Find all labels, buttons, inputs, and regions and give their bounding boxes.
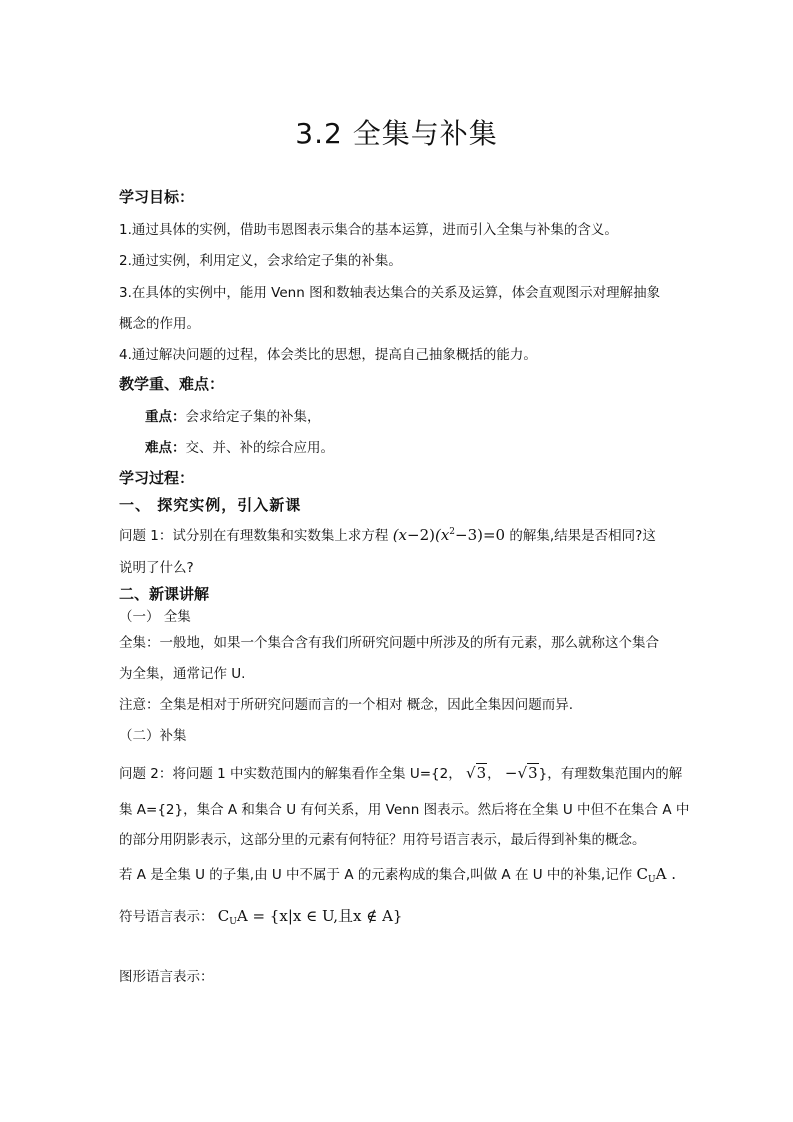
symbol-language-line	[119, 905, 402, 927]
page-title: 3.2 全集与补集	[295, 117, 498, 150]
complement-notation: $C_UA$ .	[636, 865, 676, 885]
subsection-complement: （二）补集	[119, 728, 187, 744]
question-2-line-1	[119, 762, 682, 782]
hard-text: 交、并、补的综合应用。	[185, 440, 334, 456]
goal-item: 1.通过具体的实例，借助韦恩图表示集合的基本运算，进而引入全集与补集的含义。	[119, 222, 618, 238]
question-2-line-3: 的部分用阴影表示，这部分里的元素有何特征？用符号语言表示，最后得到补集的概念。	[119, 832, 646, 848]
key-points-heading: 教学重、难点：	[119, 375, 225, 393]
key-point-line	[145, 405, 321, 425]
graph-language-label: 图形语言表示：	[119, 969, 214, 985]
universal-def-line-2: 为全集，通常记作 U.	[119, 666, 246, 682]
section-1-heading: 一、 探究实例，引入新课	[119, 496, 302, 514]
q2-prefix: 问题 2：将问题 1 中实数范围内的解集看作全集 U={2，	[119, 766, 462, 782]
neg-sqrt3-symbol: −√3	[504, 764, 538, 782]
goal-item: 4.通过解决问题的过程，体会类比的思想，提高自己抽象概括的能力。	[119, 347, 537, 363]
complement-definition	[119, 863, 676, 885]
goal-item: 概念的作用。	[119, 316, 200, 332]
goal-item: 2.通过实例，利用定义，会求给定子集的补集。	[119, 253, 402, 269]
hard-label: 难点：	[145, 440, 186, 456]
q1-prefix: 问题 1：试分别在有理数集和实数集上求方程	[119, 528, 389, 544]
universal-def-line-1: 全集：一般地，如果一个集合含有我们所研究问题中所涉及的所有元素，那么就称这个集合	[119, 635, 659, 651]
symbol-label: 符号语言表示：	[119, 909, 214, 925]
def-prefix: 若 A 是全集 U 的子集,由 U 中不属于 A 的元素构成的集合,叫做 A 在 U 中的补集,记作	[119, 867, 633, 883]
q2-mid: ，	[487, 766, 501, 782]
q2-suffix: }，有理数集范围内的解	[538, 766, 683, 782]
hard-point-line	[145, 436, 334, 456]
question-2-line-2: 集 A={2}，集合 A 和集合 U 有何关系，用 Venn 图表示。然后将在全集 U 中但不在集合 A 中	[119, 802, 690, 818]
question-1-line-2: 说明了什么?	[119, 560, 194, 576]
symbol-formula: $C_UA = \{x|x$ ∈ U,且x ∉ A}	[217, 907, 403, 927]
key-label: 重点：	[145, 409, 186, 425]
section-2-heading: 二、新课讲解	[119, 585, 210, 603]
question-1	[119, 524, 656, 544]
equation: $(x-2)(x^2-3)=0$	[392, 526, 506, 544]
process-heading: 学习过程：	[119, 469, 195, 487]
key-text: 会求给定子集的补集，	[185, 409, 321, 425]
note-line: 注意：全集是相对于所研究问题而言的一个相对 概念，因此全集因问题而异.	[119, 697, 574, 713]
sqrt3-symbol: √3	[466, 764, 487, 782]
q1-suffix: 的解集,结果是否相同?这	[509, 528, 656, 544]
goals-heading: 学习目标：	[119, 188, 195, 206]
goal-item: 3.在具体的实例中，能用 Venn 图和数轴表达集合的关系及运算，体会直观图示对理解抽象	[119, 285, 661, 301]
subsection-universal: （一） 全集	[119, 609, 191, 625]
